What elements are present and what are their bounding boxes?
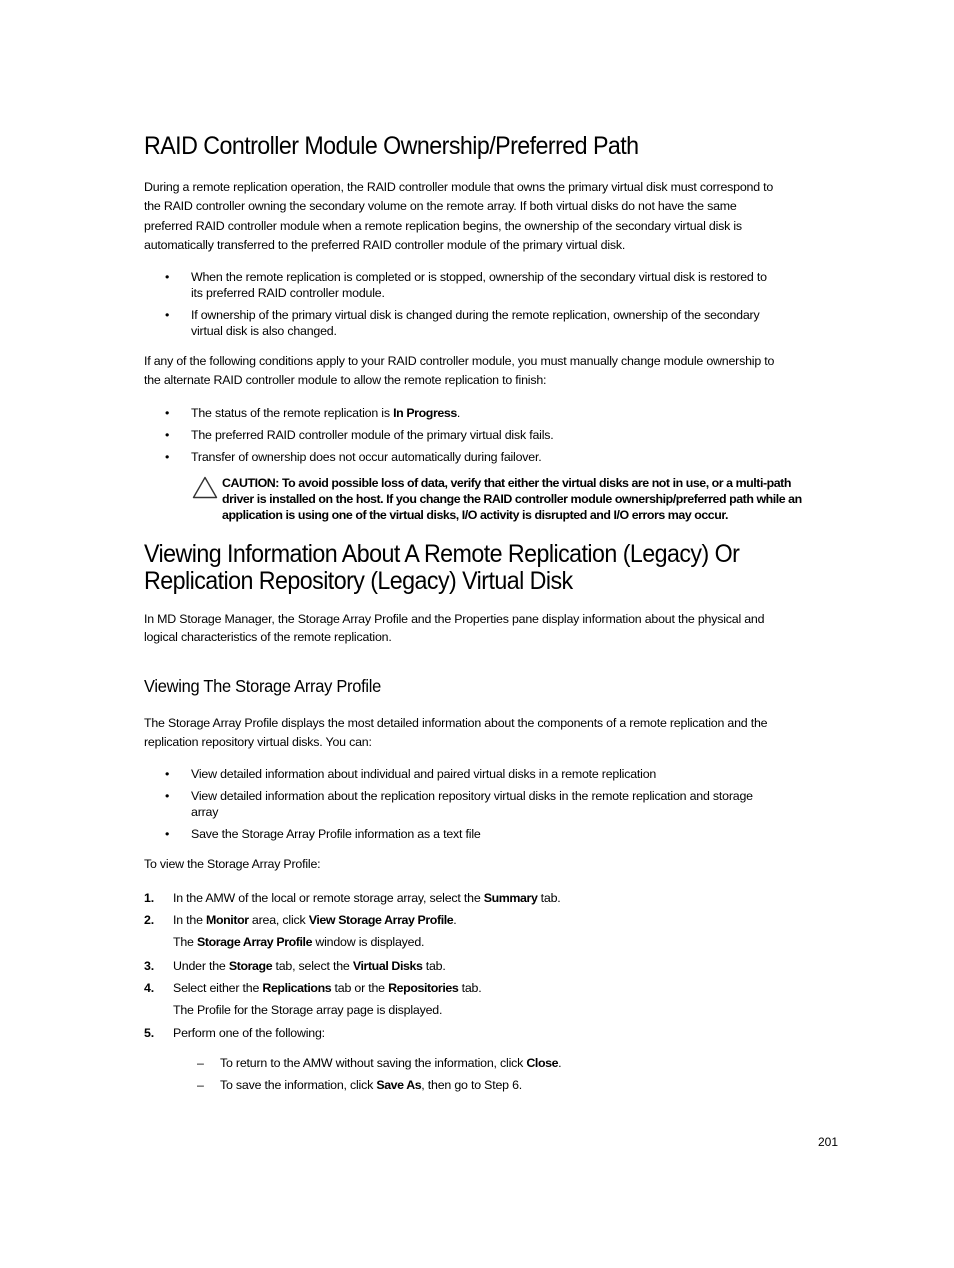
step-number: 3. bbox=[144, 959, 154, 973]
storage-tab-label: Storage bbox=[228, 959, 273, 973]
text-line: During a remote replication operation, the RAID controller module that owns the primary virtual disk must correspond to bbox=[144, 180, 774, 194]
step-text: Select either the Replications tab or the Repositories tab. bbox=[173, 981, 482, 995]
section-title-viewing-info bbox=[144, 541, 739, 594]
text-line: When the remote replication is completed or is stopped, ownership of the secondary virtual disk is restored to bbox=[191, 270, 767, 284]
virtual-disks-tab-label: Virtual Disks bbox=[352, 959, 423, 973]
step-number: 5. bbox=[144, 1026, 154, 1040]
bullet-icon: • bbox=[165, 428, 170, 442]
text-line: virtual disk is also changed. bbox=[191, 324, 337, 338]
text-line: automatically transferred to the preferred RAID controller module of the primary virtual disk. bbox=[144, 237, 626, 252]
summary-tab-label: Summary bbox=[483, 891, 538, 905]
profile-window-label: Storage Array Profile bbox=[197, 935, 313, 949]
dash-icon: – bbox=[197, 1056, 204, 1070]
intro-paragraph bbox=[144, 178, 844, 255]
bullet-icon: • bbox=[165, 827, 170, 841]
bullet-icon: • bbox=[165, 789, 170, 803]
bullet-icon: • bbox=[165, 450, 170, 464]
text-line: preferred RAID controller module when a remote replication begins, the ownership of the secondary virtual disk is bbox=[144, 218, 742, 233]
title-line: Replication Repository (Legacy) Virtual Disk bbox=[144, 566, 573, 595]
page-number: 201 bbox=[818, 1135, 839, 1149]
text-line: its preferred RAID controller module. bbox=[191, 286, 385, 300]
step-text: Under the Storage tab, select the Virtual Disks tab. bbox=[173, 959, 446, 973]
dash-icon: – bbox=[197, 1078, 204, 1092]
text-line: the RAID controller owning the secondary volume on the remote array. If both virtual disks do not have the same bbox=[144, 199, 737, 214]
text-line: In MD Storage Manager, the Storage Array Profile and the Properties pane display information about the physical and bbox=[144, 612, 765, 626]
bullet-icon: • bbox=[165, 270, 170, 284]
view-profile-label: View Storage Array Profile bbox=[308, 913, 454, 927]
text-span: . bbox=[456, 406, 461, 420]
text-line: array bbox=[191, 805, 219, 819]
text-line: replication repository virtual disks. You can: bbox=[144, 735, 372, 750]
text-line: View detailed information about individual and paired virtual disks in a remote replication bbox=[191, 767, 657, 781]
step-number: 4. bbox=[144, 981, 154, 995]
caution-note bbox=[222, 475, 842, 524]
text-span: The status of the remote replication is bbox=[191, 406, 394, 420]
step-text: In the Monitor area, click View Storage Array Profile. bbox=[173, 913, 457, 927]
viewing-info-paragraph bbox=[144, 611, 844, 646]
caution-icon bbox=[192, 476, 218, 499]
text-line: View detailed information about the replication repository virtual disks in the remote replication and storage bbox=[191, 789, 753, 803]
text-line: Save the Storage Array Profile information as a text file bbox=[191, 827, 481, 841]
monitor-area-label: Monitor bbox=[206, 913, 249, 927]
status-in-progress: In Progress bbox=[393, 406, 457, 420]
text-line: logical characteristics of the remote replication. bbox=[144, 629, 392, 644]
step-number: 1. bbox=[144, 891, 154, 905]
text-line: CAUTION: To avoid possible loss of data, verify that either the virtual disks are not in use, or a multi-path bbox=[222, 476, 791, 490]
step-number: 2. bbox=[144, 913, 154, 927]
text-line: application is using one of the virtual disks, I/O activity is disrupted and I/O errors may occur. bbox=[222, 508, 729, 523]
text-line: the alternate RAID controller module to allow the remote replication to finish: bbox=[144, 373, 547, 388]
title-line: Viewing Information About A Remote Replication (Legacy) Or bbox=[144, 540, 740, 568]
text-line: driver is installed on the host. If you change the RAID controller module ownership/preferred path while an bbox=[222, 492, 802, 507]
bullet-icon: • bbox=[165, 406, 170, 420]
close-label: Close bbox=[526, 1056, 559, 1070]
bullet-icon: • bbox=[165, 308, 170, 322]
replications-tab-label: Replications bbox=[262, 981, 332, 995]
conditions-paragraph bbox=[144, 352, 844, 391]
to-view-text bbox=[144, 855, 844, 874]
text-line: If any of the following conditions apply to your RAID controller module, you must manually change module ownership to bbox=[144, 354, 775, 368]
text-line: To view the Storage Array Profile: bbox=[144, 857, 321, 871]
save-as-label: Save As bbox=[376, 1078, 422, 1092]
option-text: To return to the AMW without saving the information, click Close. bbox=[220, 1056, 562, 1070]
text-line: Transfer of ownership does not occur automatically during failover. bbox=[191, 450, 542, 464]
step-result-text: The Profile for the Storage array page is displayed. bbox=[173, 1003, 443, 1017]
step-text: In the AMW of the local or remote storage array, select the Summary tab. bbox=[173, 891, 561, 905]
section-title-raid-ownership: RAID Controller Module Ownership/Preferred Path bbox=[144, 132, 639, 160]
step-text: Perform one of the following: bbox=[173, 1026, 325, 1040]
step-result-text: The Storage Array Profile window is displayed. bbox=[173, 935, 425, 949]
subsection-title-storage-array-profile: Viewing The Storage Array Profile bbox=[144, 676, 381, 696]
text-line: If ownership of the primary virtual disk is changed during the remote replication, ownership of the secondary bbox=[191, 308, 760, 322]
option-text: To save the information, click Save As, then go to Step 6. bbox=[220, 1078, 523, 1092]
profile-paragraph bbox=[144, 714, 844, 753]
text-line: The preferred RAID controller module of the primary virtual disk fails. bbox=[191, 428, 554, 442]
bullet-icon: • bbox=[165, 767, 170, 781]
text-line: The Storage Array Profile displays the most detailed information about the components of a remote replication and the bbox=[144, 716, 768, 730]
repositories-tab-label: Repositories bbox=[388, 981, 459, 995]
